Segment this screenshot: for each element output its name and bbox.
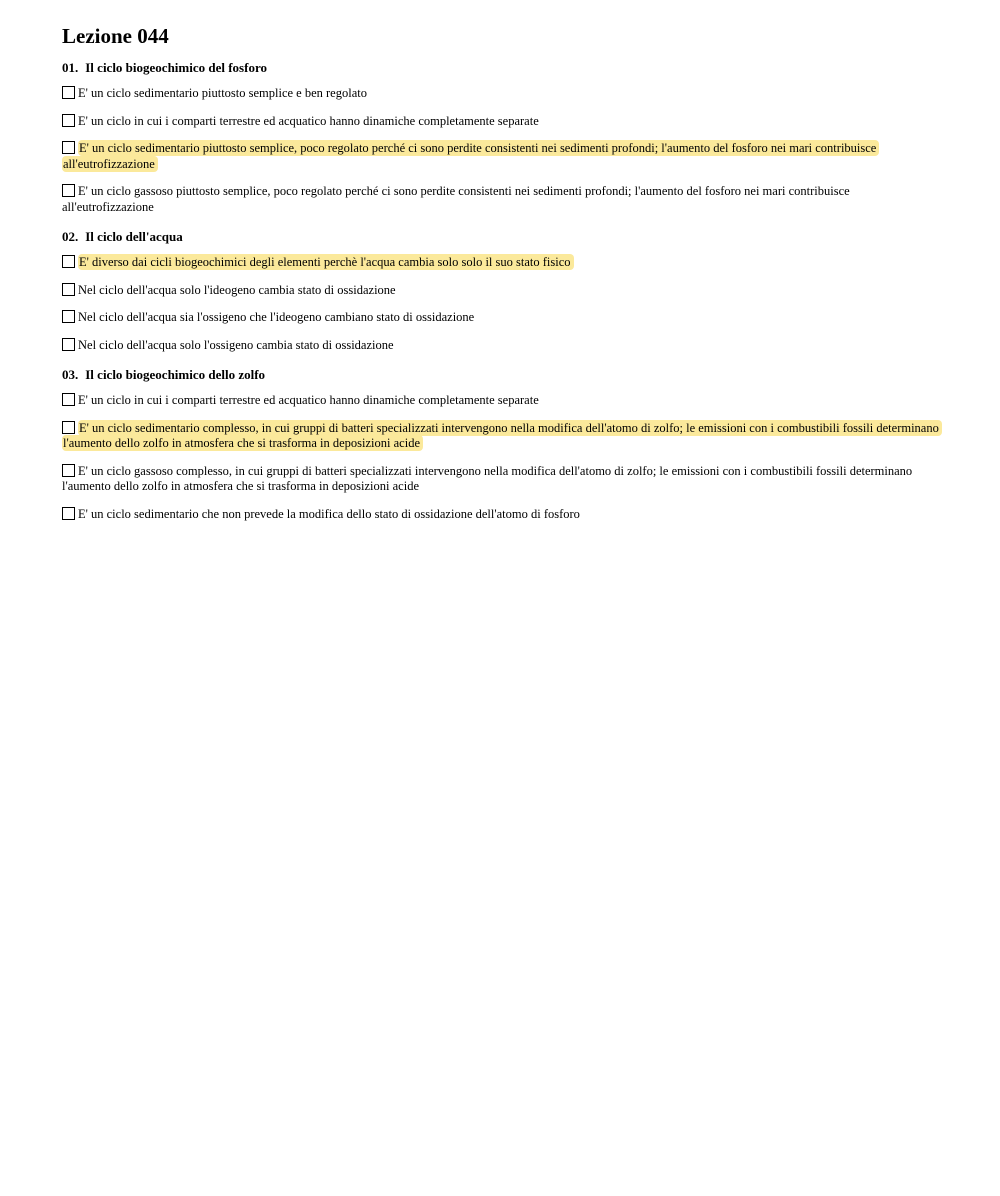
checkbox-icon[interactable] <box>62 310 75 323</box>
checkbox-icon[interactable] <box>62 507 75 520</box>
lesson-title: Lezione 044 <box>62 24 169 48</box>
answer-text: E' un ciclo sedimentario piuttosto semplice, poco regolato perché ci sono perdite consistenti nei sedimenti profondi; l'aumento del fosforo nei mari contribuisce all'eutrofizzazione <box>62 140 879 172</box>
question-02 <box>62 229 942 353</box>
checkbox-icon[interactable] <box>62 114 75 127</box>
answer-option <box>62 310 942 326</box>
answer-option <box>62 338 942 354</box>
answer-text: Nel ciclo dell'acqua solo l'ossigeno cambia stato di ossidazione <box>78 337 394 352</box>
checkbox-icon[interactable] <box>62 464 75 477</box>
checkbox-icon[interactable] <box>62 86 75 99</box>
answer-text: Nel ciclo dell'acqua solo l'ideogeno cambia stato di ossidazione <box>78 282 396 297</box>
answer-text: E' un ciclo gassoso complesso, in cui gruppi di batteri specializzati intervengono nella modifica dell'atomo di zolfo; le emissioni con i combustibili fossili determinano l'aumento dello zolfo in atmosfera che si trasforma in deposizioni acide <box>62 463 913 493</box>
answer-text: E' un ciclo sedimentario complesso, in cui gruppi di batteri specializzati intervengono nella modifica dell'atomo di zolfo; le emissioni con i combustibili fossili determinano l'aumento dello zolfo in atmosfera che si trasforma in deposizioni acide <box>62 420 942 452</box>
question-heading <box>62 60 942 76</box>
answer-option <box>62 114 942 130</box>
question-01 <box>62 60 942 215</box>
answer-option <box>62 507 942 523</box>
checkbox-icon[interactable] <box>62 141 75 154</box>
question-heading <box>62 367 942 383</box>
quiz-page <box>62 22 942 536</box>
question-title: Il ciclo biogeochimico dello zolfo <box>85 367 266 382</box>
answer-option <box>62 393 942 409</box>
answer-option <box>62 283 942 299</box>
answer-text: E' un ciclo in cui i comparti terrestre ed acquatico hanno dinamiche completamente separate <box>78 393 539 407</box>
question-heading <box>62 229 942 245</box>
checkbox-icon[interactable] <box>62 283 75 296</box>
answer-option <box>62 86 942 102</box>
checkbox-icon[interactable] <box>62 421 75 434</box>
answer-text: Nel ciclo dell'acqua sia l'ossigeno che l'ideogeno cambiano stato di ossidazione <box>78 310 475 324</box>
question-title: Il ciclo biogeochimico del fosforo <box>85 60 267 75</box>
answer-text: E' diverso dai cicli biogeochimici degli elementi perchè l'acqua cambia solo solo il suo stato fisico <box>78 254 574 270</box>
answer-text: E' un ciclo gassoso piuttosto semplice, poco regolato perché ci sono perdite consistenti nei sedimenti profondi; l'aumento del fosforo nei mari contribuisce all'eutrofizzazione <box>62 184 850 214</box>
checkbox-icon[interactable] <box>62 255 75 268</box>
answer-option <box>62 421 942 452</box>
answer-option <box>62 141 942 172</box>
answer-options <box>62 86 942 215</box>
answer-option <box>62 255 942 271</box>
answer-text: E' un ciclo sedimentario piuttosto semplice e ben regolato <box>78 86 367 100</box>
answer-options <box>62 393 942 522</box>
question-title: Il ciclo dell'acqua <box>85 229 183 244</box>
question-03 <box>62 367 942 522</box>
question-number: 01. <box>62 60 79 75</box>
checkbox-icon[interactable] <box>62 338 75 351</box>
answer-options <box>62 255 942 353</box>
question-number: 03. <box>62 367 79 382</box>
checkbox-icon[interactable] <box>62 184 75 197</box>
answer-text: E' un ciclo sedimentario che non prevede la modifica dello stato di ossidazione dell'atomo di fosforo <box>78 506 580 521</box>
answer-text: E' un ciclo in cui i comparti terrestre ed acquatico hanno dinamiche completamente separate <box>78 113 539 128</box>
question-number: 02. <box>62 229 79 244</box>
answer-option <box>62 184 942 215</box>
checkbox-icon[interactable] <box>62 393 75 406</box>
answer-option <box>62 464 942 495</box>
